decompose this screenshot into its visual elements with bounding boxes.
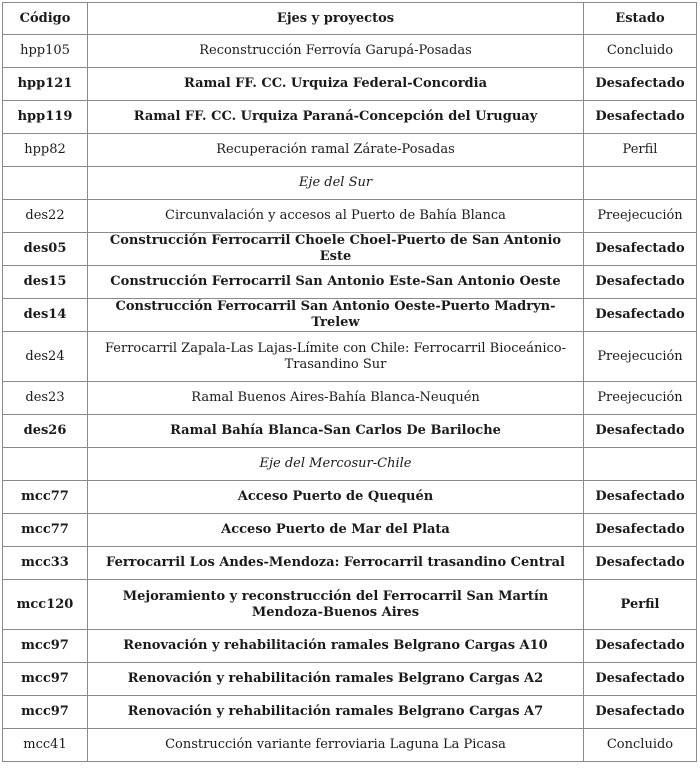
table-row	[3, 729, 697, 762]
cell-status: Desafectado	[584, 415, 697, 448]
cell-status: Preejecución	[584, 332, 697, 382]
cell-project: Ramal Buenos Aires-Bahía Blanca-Neuquén	[88, 382, 584, 415]
table-row	[3, 233, 697, 266]
cell-project: Ferrocarril Zapala-Las Lajas-Límite con Chile: Ferrocarril Bioceánico-Trasandino Sur	[88, 332, 584, 382]
table-row	[3, 630, 697, 663]
cell-project: Construcción variante ferroviaria Laguna La Picasa	[88, 729, 584, 762]
cell-project: Renovación y rehabilitación ramales Belgrano Cargas A2	[88, 663, 584, 696]
cell-status: Desafectado	[584, 233, 697, 266]
cell-project: Ferrocarril Los Andes-Mendoza: Ferrocarril trasandino Central	[88, 547, 584, 580]
section-row	[3, 448, 697, 481]
cell-project: Construcción Ferrocarril San Antonio Oeste-Puerto Madryn-Trelew	[88, 299, 584, 332]
cell-code: des22	[3, 200, 88, 233]
table-row	[3, 299, 697, 332]
cell-code: des23	[3, 382, 88, 415]
cell-project: Circunvalación y accesos al Puerto de Bahía Blanca	[88, 200, 584, 233]
projects-table	[2, 2, 697, 762]
cell-code: des26	[3, 415, 88, 448]
cell-project: Ramal Bahía Blanca-San Carlos De Bariloche	[88, 415, 584, 448]
table-header-row	[3, 3, 697, 35]
section-title: Eje del Mercosur-Chile	[88, 448, 584, 481]
cell-status: Preejecución	[584, 382, 697, 415]
cell-project: Acceso Puerto de Mar del Plata	[88, 514, 584, 547]
table-row	[3, 101, 697, 134]
section-title: Eje del Sur	[88, 167, 584, 200]
cell-code: des24	[3, 332, 88, 382]
header-status: Estado	[584, 3, 697, 35]
cell-project: Acceso Puerto de Quequén	[88, 481, 584, 514]
cell-code: hpp119	[3, 101, 88, 134]
cell-code: mcc97	[3, 663, 88, 696]
cell-status	[584, 448, 697, 481]
cell-status: Desafectado	[584, 101, 697, 134]
cell-status: Desafectado	[584, 547, 697, 580]
cell-code: mcc97	[3, 696, 88, 729]
cell-status: Desafectado	[584, 299, 697, 332]
cell-code: mcc77	[3, 481, 88, 514]
table-row	[3, 696, 697, 729]
cell-code: hpp121	[3, 68, 88, 101]
table-row	[3, 547, 697, 580]
cell-code: hpp105	[3, 35, 88, 68]
cell-status: Desafectado	[584, 663, 697, 696]
cell-status: Perfil	[584, 134, 697, 167]
cell-status	[584, 167, 697, 200]
table-row	[3, 35, 697, 68]
table-row	[3, 266, 697, 299]
cell-status: Perfil	[584, 580, 697, 630]
cell-project: Ramal FF. CC. Urquiza Federal-Concordia	[88, 68, 584, 101]
cell-code	[3, 167, 88, 200]
table-row	[3, 580, 697, 630]
cell-project: Mejoramiento y reconstrucción del Ferrocarril San Martín Mendoza-Buenos Aires	[88, 580, 584, 630]
cell-code: mcc120	[3, 580, 88, 630]
cell-code: mcc97	[3, 630, 88, 663]
cell-status: Desafectado	[584, 68, 697, 101]
cell-project: Renovación y rehabilitación ramales Belgrano Cargas A7	[88, 696, 584, 729]
cell-project: Construcción Ferrocarril Choele Choel-Puerto de San Antonio Este	[88, 233, 584, 266]
section-row	[3, 167, 697, 200]
header-code: Código	[3, 3, 88, 35]
cell-status: Desafectado	[584, 514, 697, 547]
cell-project: Renovación y rehabilitación ramales Belgrano Cargas A10	[88, 630, 584, 663]
cell-project: Recuperación ramal Zárate-Posadas	[88, 134, 584, 167]
cell-code	[3, 448, 88, 481]
table-row	[3, 68, 697, 101]
table-row	[3, 415, 697, 448]
table-row	[3, 332, 697, 382]
cell-status: Desafectado	[584, 630, 697, 663]
table-row	[3, 663, 697, 696]
cell-code: mcc77	[3, 514, 88, 547]
table-row	[3, 134, 697, 167]
table-row	[3, 481, 697, 514]
cell-status: Desafectado	[584, 266, 697, 299]
cell-code: mcc41	[3, 729, 88, 762]
cell-code: des15	[3, 266, 88, 299]
cell-status: Concluido	[584, 729, 697, 762]
header-project: Ejes y proyectos	[88, 3, 584, 35]
cell-status: Desafectado	[584, 696, 697, 729]
cell-project: Construcción Ferrocarril San Antonio Este-San Antonio Oeste	[88, 266, 584, 299]
cell-project: Reconstrucción Ferrovía Garupá-Posadas	[88, 35, 584, 68]
cell-status: Desafectado	[584, 481, 697, 514]
table-row	[3, 382, 697, 415]
table-row	[3, 200, 697, 233]
cell-project: Ramal FF. CC. Urquiza Paraná-Concepción del Uruguay	[88, 101, 584, 134]
cell-code: des05	[3, 233, 88, 266]
cell-code: des14	[3, 299, 88, 332]
cell-code: mcc33	[3, 547, 88, 580]
cell-status: Concluido	[584, 35, 697, 68]
cell-code: hpp82	[3, 134, 88, 167]
cell-status: Preejecución	[584, 200, 697, 233]
table-row	[3, 514, 697, 547]
